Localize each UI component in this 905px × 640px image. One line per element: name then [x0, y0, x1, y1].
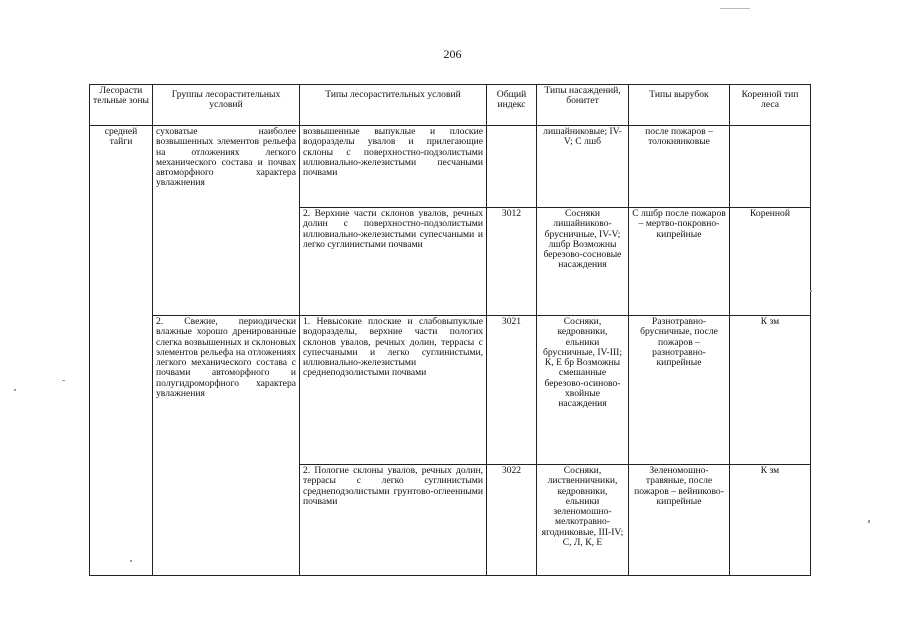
root-type-cell: [730, 126, 811, 208]
header-types-conditions: Типы лесорастительных условий: [300, 85, 487, 126]
group-cell: 2. Свежие, периодически влажные хорошо дренированные слегка возвышенных и склоновых элементов рельефа на отложениях легкого механического состава с почвами автоморфного и полугидроморфного характера увлажнения: [153, 316, 300, 576]
index-cell: [487, 126, 537, 208]
header-index: Общий индекс: [487, 85, 537, 126]
condition-cell: 1. Невысокие плоские и слабовыпуклые водоразделы, верхние части пологих склонов увалов, речных долин, террасы с супесчаными и легко суглинистыми, иллювиально-железистыми среднеподзолистыми почвами: [300, 316, 487, 465]
scan-dust-mark: [720, 8, 750, 9]
zone-cell: средней тайги: [90, 126, 153, 576]
index-cell: 3012: [487, 208, 537, 316]
cuttings-cell: Разнотравно-брусничные, после пожаров – разнотравно-кипрейные: [629, 316, 730, 465]
stands-cell: Сосняки, кедровники, ельники брусничные, IV-III; К, Е бр Возможны смешанные березово-осиново-хвойные насаждения: [537, 316, 629, 465]
condition-cell: 2. Пологие склоны увалов, речных долин, террасы с легко суглинистыми среднеподзолистыми грунтово-оглеенными почвами: [300, 465, 487, 576]
index-cell: 3022: [487, 465, 537, 576]
header-root-type: Коренной тип леса: [730, 85, 811, 126]
header-stands: Типы насаждений, бонитет: [537, 85, 629, 126]
cuttings-cell: Зеленомошно-травяные, после пожаров – вейниково-кипрейные: [629, 465, 730, 576]
forest-types-table: [89, 84, 811, 576]
condition-cell: 2. Верхние части склонов увалов, речных долин с поверхностно-подзолистыми иллювиально-железистыми супесчаными и легко суглинистыми почвами: [300, 208, 487, 316]
table-header-row: [90, 85, 811, 126]
header-groups: Группы лесорастительных условий: [153, 85, 300, 126]
stands-cell: лишайниковые; IV-V; С лшб: [537, 126, 629, 208]
table-row: [90, 126, 811, 208]
header-cuttings: Типы вырубок: [629, 85, 730, 126]
page-number: 206: [443, 47, 462, 61]
scan-dust-mark: [62, 380, 65, 381]
group-cell: суховатые наиболее возвышенных элементов рельефа на отложениях легкого механического состава и почвах автоморфного характера увлажнения: [153, 126, 300, 316]
root-type-cell: Коренной: [730, 208, 811, 316]
table-row: [90, 316, 811, 465]
scan-dust-mark: [130, 560, 132, 562]
stands-cell: Сосняки, лиственничники, кедровники, ельники зеленомошно-мелкотравно-ягодниковые, III-IV; С, Л, К, Е: [537, 465, 629, 576]
root-type-cell: К зм: [730, 316, 811, 465]
condition-cell: возвышенные выпуклые и плоские водоразделы увалов и прилегающие склоны с поверхностно-подзолистыми иллювиально-железистыми песчаными почвами: [300, 126, 487, 208]
scan-dust-mark: [868, 520, 870, 523]
stands-cell: Сосняки лишайниково-брусничные, IV-V; лшбр Возможны березово-сосновые насаждения: [537, 208, 629, 316]
scan-dust-mark: [14, 389, 16, 391]
cuttings-cell: после пожаров – толокнянковые: [629, 126, 730, 208]
scan-dust-mark: [810, 290, 812, 292]
index-cell: 3021: [487, 316, 537, 465]
cuttings-cell: С лшбр после пожаров – мертво-покровно-кипрейные: [629, 208, 730, 316]
header-zone: Лесорасти тельные зоны: [90, 85, 153, 126]
root-type-cell: К зм: [730, 465, 811, 576]
